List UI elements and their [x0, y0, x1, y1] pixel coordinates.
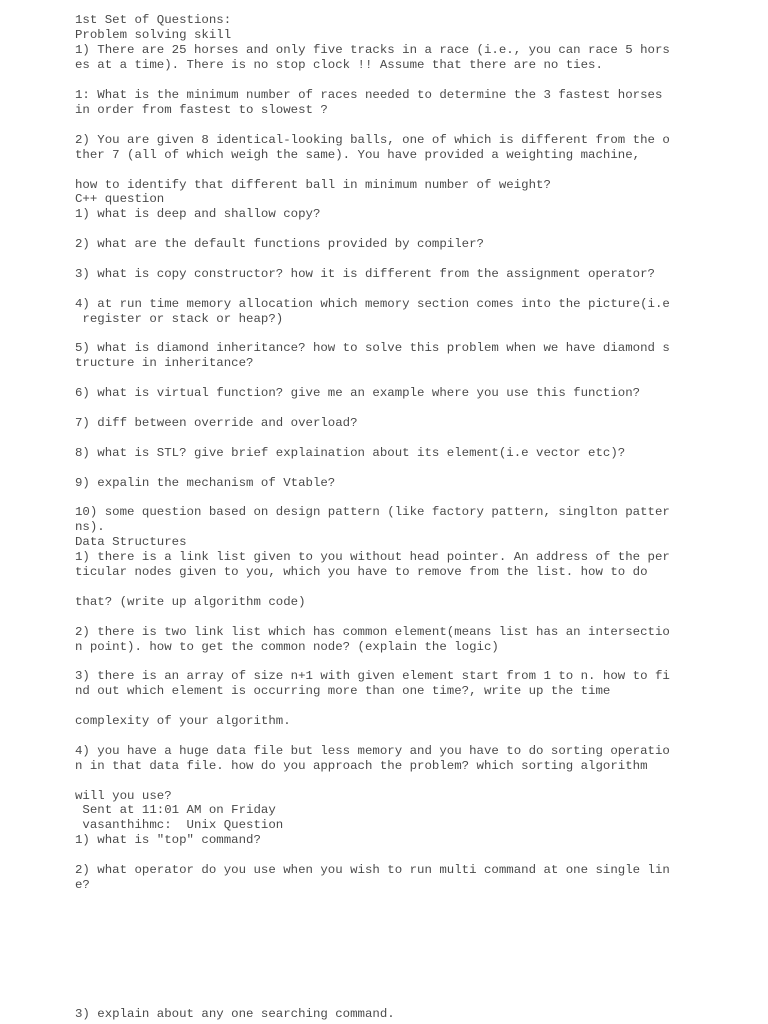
text-line: that? (write up algorithm code): [75, 595, 306, 609]
text-line: 1) what is deep and shallow copy?: [75, 207, 321, 221]
text-line: nd out which element is occurring more than one time?, write up the time: [75, 684, 611, 698]
text-line: 5) what is diamond inheritance? how to solve this problem when we have diamond s: [75, 341, 670, 355]
text-line: 9) expalin the mechanism of Vtable?: [75, 476, 336, 490]
sender-line: vasanthihmc: Unix Question: [75, 818, 284, 832]
text-line: 3) there is an array of size n+1 with given element start from 1 to n. how to fi: [75, 669, 670, 683]
text-line: 3) what is copy constructor? how it is different from the assignment operator?: [75, 267, 655, 281]
text-line: ticular nodes given to you, which you have to remove from the list. how to do: [75, 565, 648, 579]
text-line: 1st Set of Questions:: [75, 13, 232, 27]
text-line: Problem solving skill: [75, 28, 232, 42]
text-line: 7) diff between override and overload?: [75, 416, 358, 430]
text-line: ns).: [75, 520, 105, 534]
text-line: ther 7 (all of which weigh the same). You have provided a weighting machine,: [75, 148, 641, 162]
text-line: n point). how to get the common node? (explain the logic): [75, 640, 499, 654]
text-line: in order from fastest to slowest ?: [75, 103, 328, 117]
text-line: 2) what operator do you use when you wish to run multi command at one single lin: [75, 863, 670, 877]
text-line: es at a time). There is no stop clock !! Assume that there are no ties.: [75, 58, 603, 72]
text-line: 3) explain about any one searching command.: [75, 1007, 395, 1021]
text-line: 2) there is two link list which has common element(means list has an intersectio: [75, 625, 670, 639]
text-line: 4) you have a huge data file but less memory and you have to do sorting operatio: [75, 744, 670, 758]
text-line: 8) what is STL? give brief explaination about its element(i.e vector etc)?: [75, 446, 626, 460]
text-line: will you use?: [75, 789, 172, 803]
timestamp: Sent at 11:01 AM on Friday: [75, 803, 276, 817]
section-heading: C++ question: [75, 192, 165, 206]
text-line: 2) what are the default functions provided by compiler?: [75, 237, 484, 251]
text-line: 1) there is a link list given to you without head pointer. An address of the per: [75, 550, 670, 564]
text-line: e?: [75, 878, 90, 892]
text-line: how to identify that different ball in minimum number of weight?: [75, 178, 551, 192]
text-line: complexity of your algorithm.: [75, 714, 291, 728]
section-heading: Data Structures: [75, 535, 187, 549]
text-line: 4) at run time memory allocation which memory section comes into the picture(i.e: [75, 297, 670, 311]
text-line: 6) what is virtual function? give me an example where you use this function?: [75, 386, 641, 400]
text-line: 1) what is "top" command?: [75, 833, 261, 847]
text-line: tructure in inheritance?: [75, 356, 254, 370]
text-line: 1: What is the minimum number of races needed to determine the 3 fastest horses: [75, 88, 663, 102]
text-line: 1) There are 25 horses and only five tracks in a race (i.e., you can race 5 hors: [75, 43, 670, 57]
text-line: 2) You are given 8 identical-looking balls, one of which is different from the o: [75, 133, 670, 147]
text-line: n in that data file. how do you approach the problem? which sorting algorithm: [75, 759, 648, 773]
text-line: 10) some question based on design pattern (like factory pattern, singlton patter: [75, 505, 670, 519]
text-line: register or stack or heap?): [75, 312, 284, 326]
